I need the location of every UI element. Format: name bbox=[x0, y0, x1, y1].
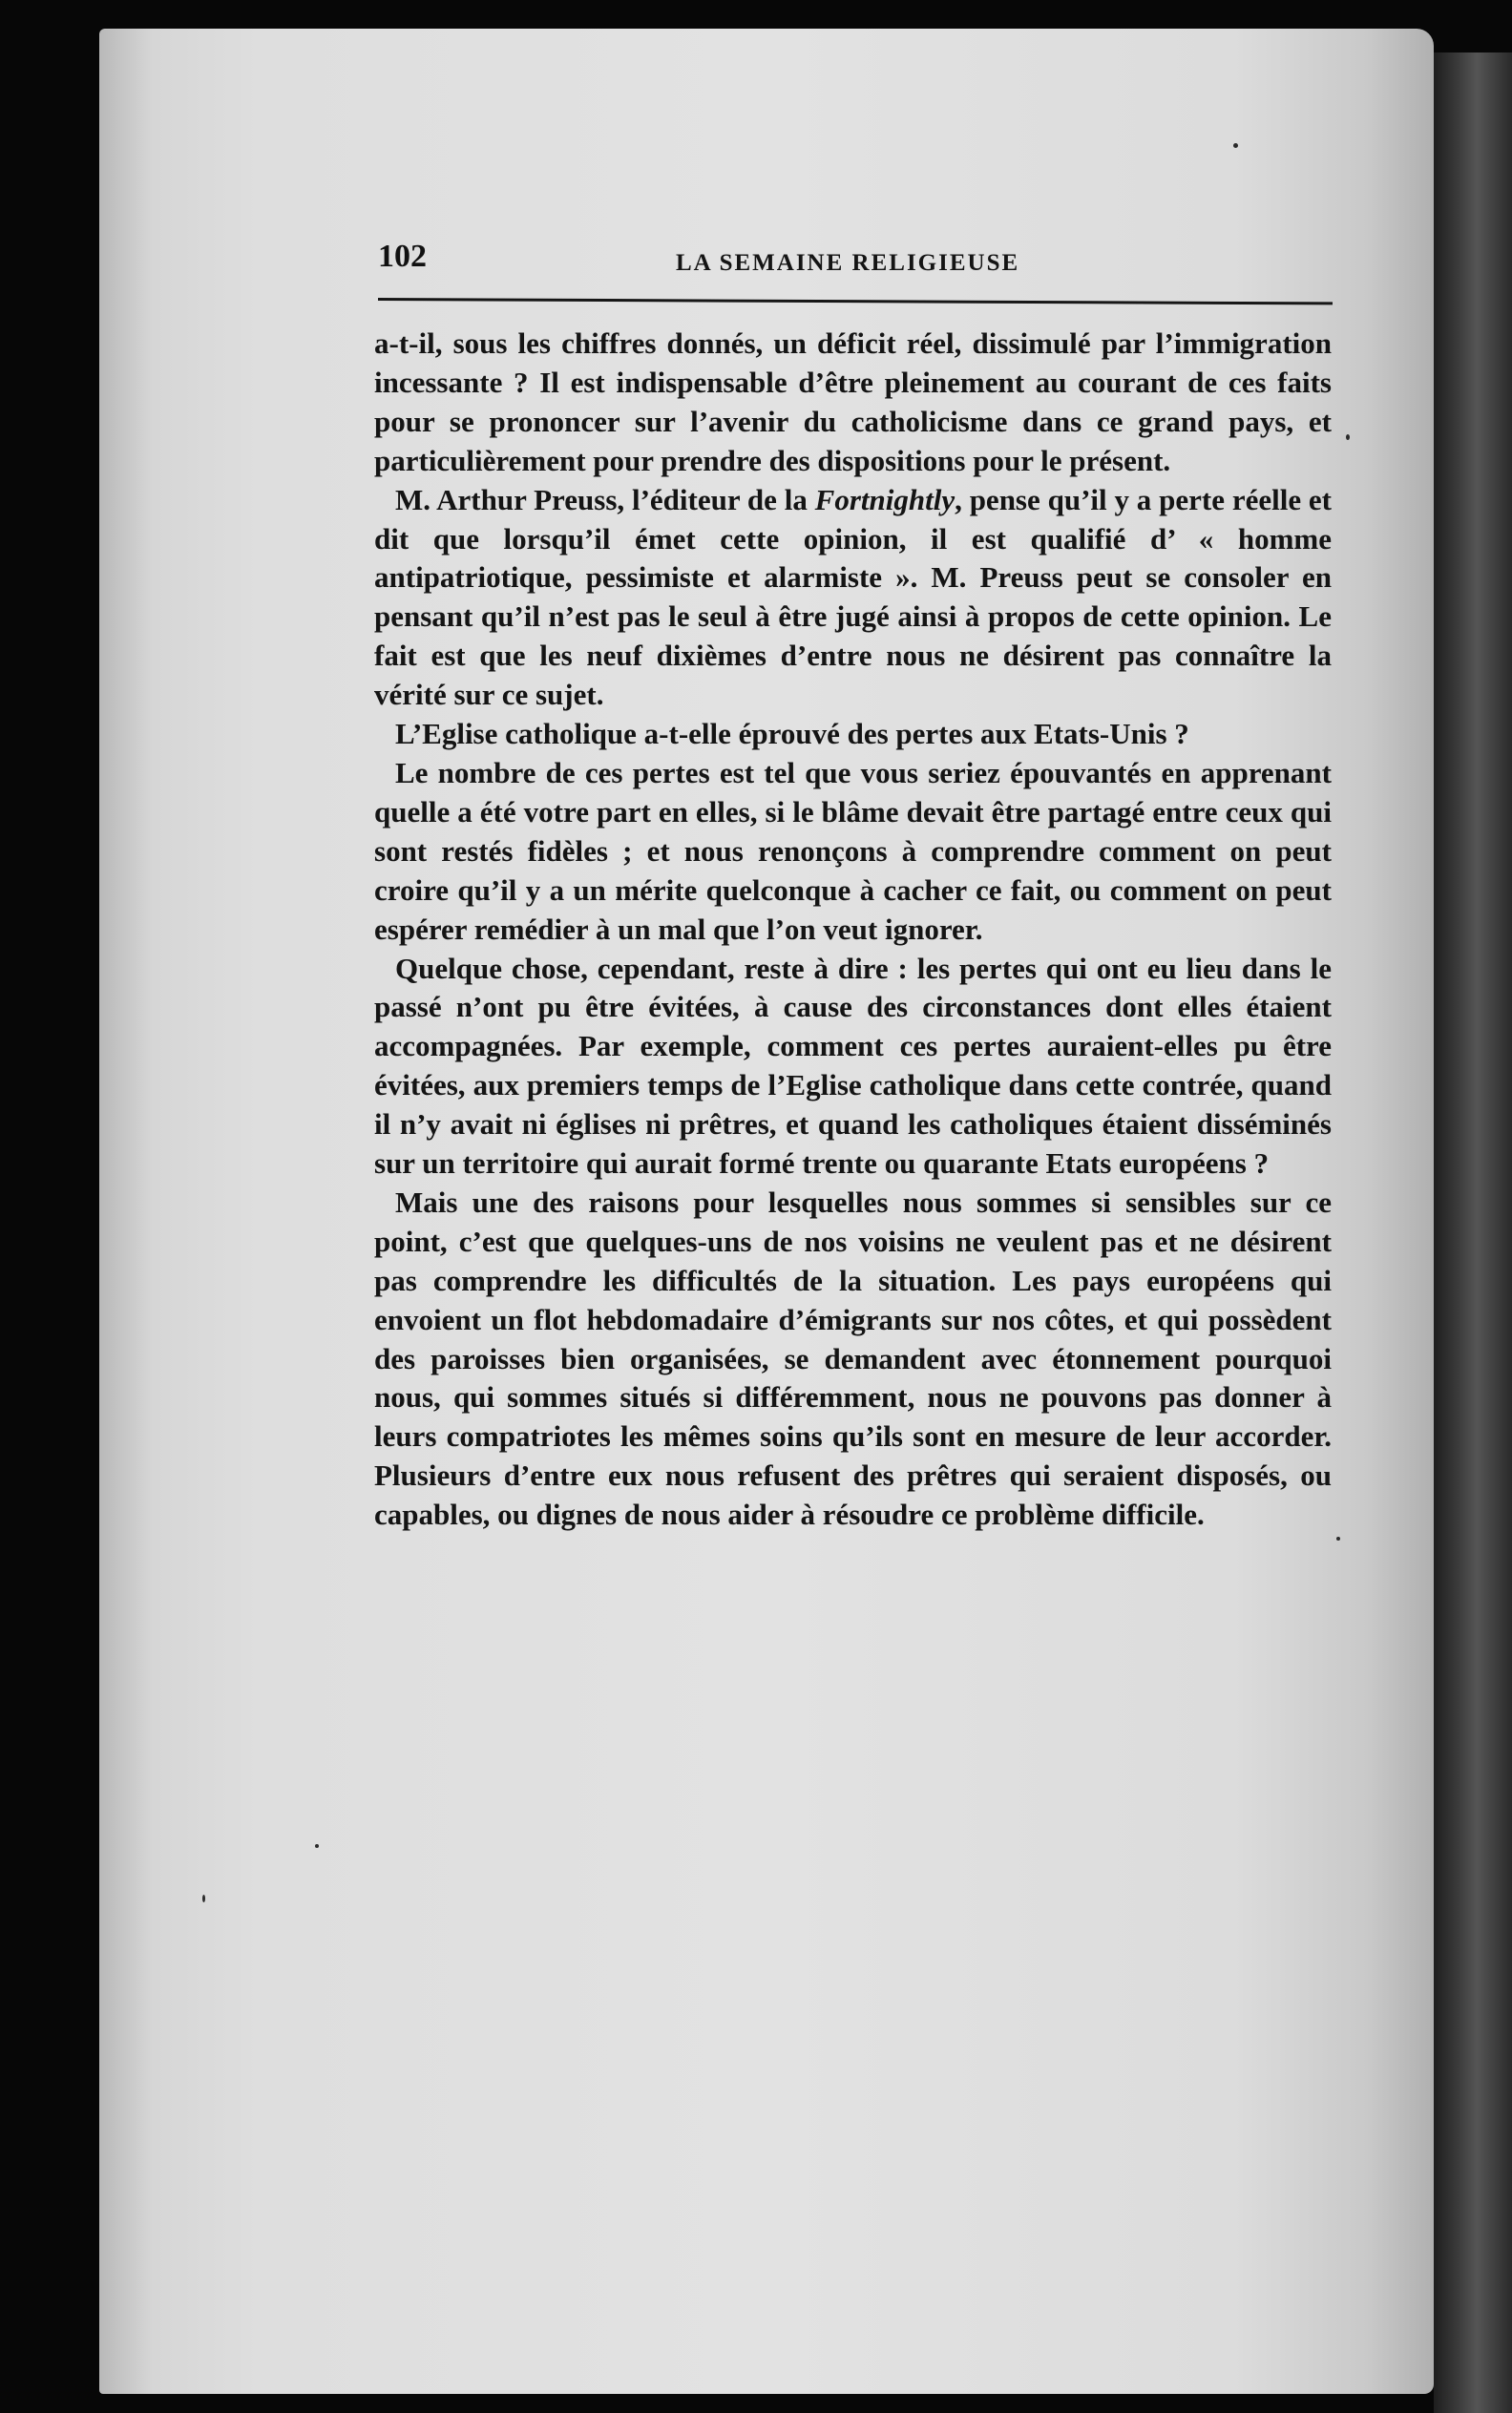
book-edge-shadow bbox=[1434, 52, 1512, 2413]
scan-speck bbox=[202, 1895, 205, 1902]
running-head: LA SEMAINE RELIGIEUSE bbox=[676, 250, 1020, 276]
scan-speck bbox=[1346, 434, 1350, 440]
scan-speck bbox=[315, 1844, 319, 1848]
paragraph bbox=[374, 481, 1332, 715]
paragraph-text: , pense qu’il y a perte réelle et dit que lorsqu’il émet cette opinion, il est qualifié d’ « homme antipatriotique, pessimiste et alarmiste ». M. Preuss peut se consoler en pensant qu’il n’est pas le seul à être jugé ainsi à propos de cette opinion. Le fait est que les neuf dixièmes d’entre nous ne désirent pas connaître la vérité sur ce sujet. bbox=[374, 482, 1332, 712]
paragraph-text: L’Eglise catholique a-t-elle éprouvé des pertes aux Etats-Unis ? bbox=[395, 717, 1189, 751]
paragraph bbox=[374, 715, 1332, 754]
paragraph-text: Quelque chose, cependant, reste à dire : les pertes qui ont eu lieu dans le passé n’ont pu être évitées, à cause des circonstances dont elles étaient accompagnées. Par exemple, comment ces pertes auraient-elles pu être évitées, aux premiers temps de l’Eglise catholique dans cette contrée, quand il n’y avait ni églises ni prêtres, et quand les catholiques étaient disséminés sur un territoire qui aurait formé trente ou quarante Etats européens ? bbox=[374, 951, 1332, 1181]
paragraph bbox=[374, 325, 1332, 481]
body-text bbox=[374, 325, 1332, 1535]
paragraph-text: M. Arthur Preuss, l’éditeur de la bbox=[395, 482, 815, 516]
page-header bbox=[378, 229, 1333, 286]
paragraph-text: Le nombre de ces pertes est tel que vous seriez épouvantés en apprenant quelle a été votre part en elles, si le blâme devait être partagé entre ceux qui sont restés fidèles ; et nous renonçons à comprendre comment on peut croire qu’il y a un mérite quelconque à cacher ce fait, ou comment on peut espérer remédier à un mal que l’on veut ignorer. bbox=[374, 755, 1332, 946]
italic-text: Fortnightly bbox=[814, 482, 956, 516]
paragraph-text: a-t-il, sous les chiffres donnés, un déficit réel, dissimulé par l’immigration incessante ? Il est indispensable d’être pleinement au courant de ces faits pour se prononcer sur l’avenir du catholicisme dans ce grand pays, et particulièrement pour prendre des dispositions pour le présent. bbox=[374, 326, 1332, 477]
paragraph-text: Mais une des raisons pour lesquelles nous sommes si sensibles sur ce point, c’est que quelques-uns de nos voisins ne veulent pas et ne désirent pas comprendre les difficultés de la situation. Les pays européens qui envoient un flot hebdomadaire d’émigrants sur nos côtes, et qui possèdent des paroisses bien organisées, se demandent avec étonnement pourquoi nous, qui sommes situés si différemment, nous ne pouvons pas donner à leurs compatriotes les mêmes soins qu’ils sont en mesure de leur accorder. Plusieurs d’entre eux nous refusent des prêtres qui seraient disposés, ou capables, ou dignes de nous aider à résoudre ce problème difficile. bbox=[374, 1185, 1332, 1532]
paragraph bbox=[374, 754, 1332, 950]
paragraph bbox=[374, 950, 1332, 1184]
scan-speck bbox=[1233, 143, 1238, 148]
page-number: 102 bbox=[378, 239, 427, 274]
paragraph bbox=[374, 1184, 1332, 1535]
scan-speck bbox=[1336, 1537, 1340, 1541]
